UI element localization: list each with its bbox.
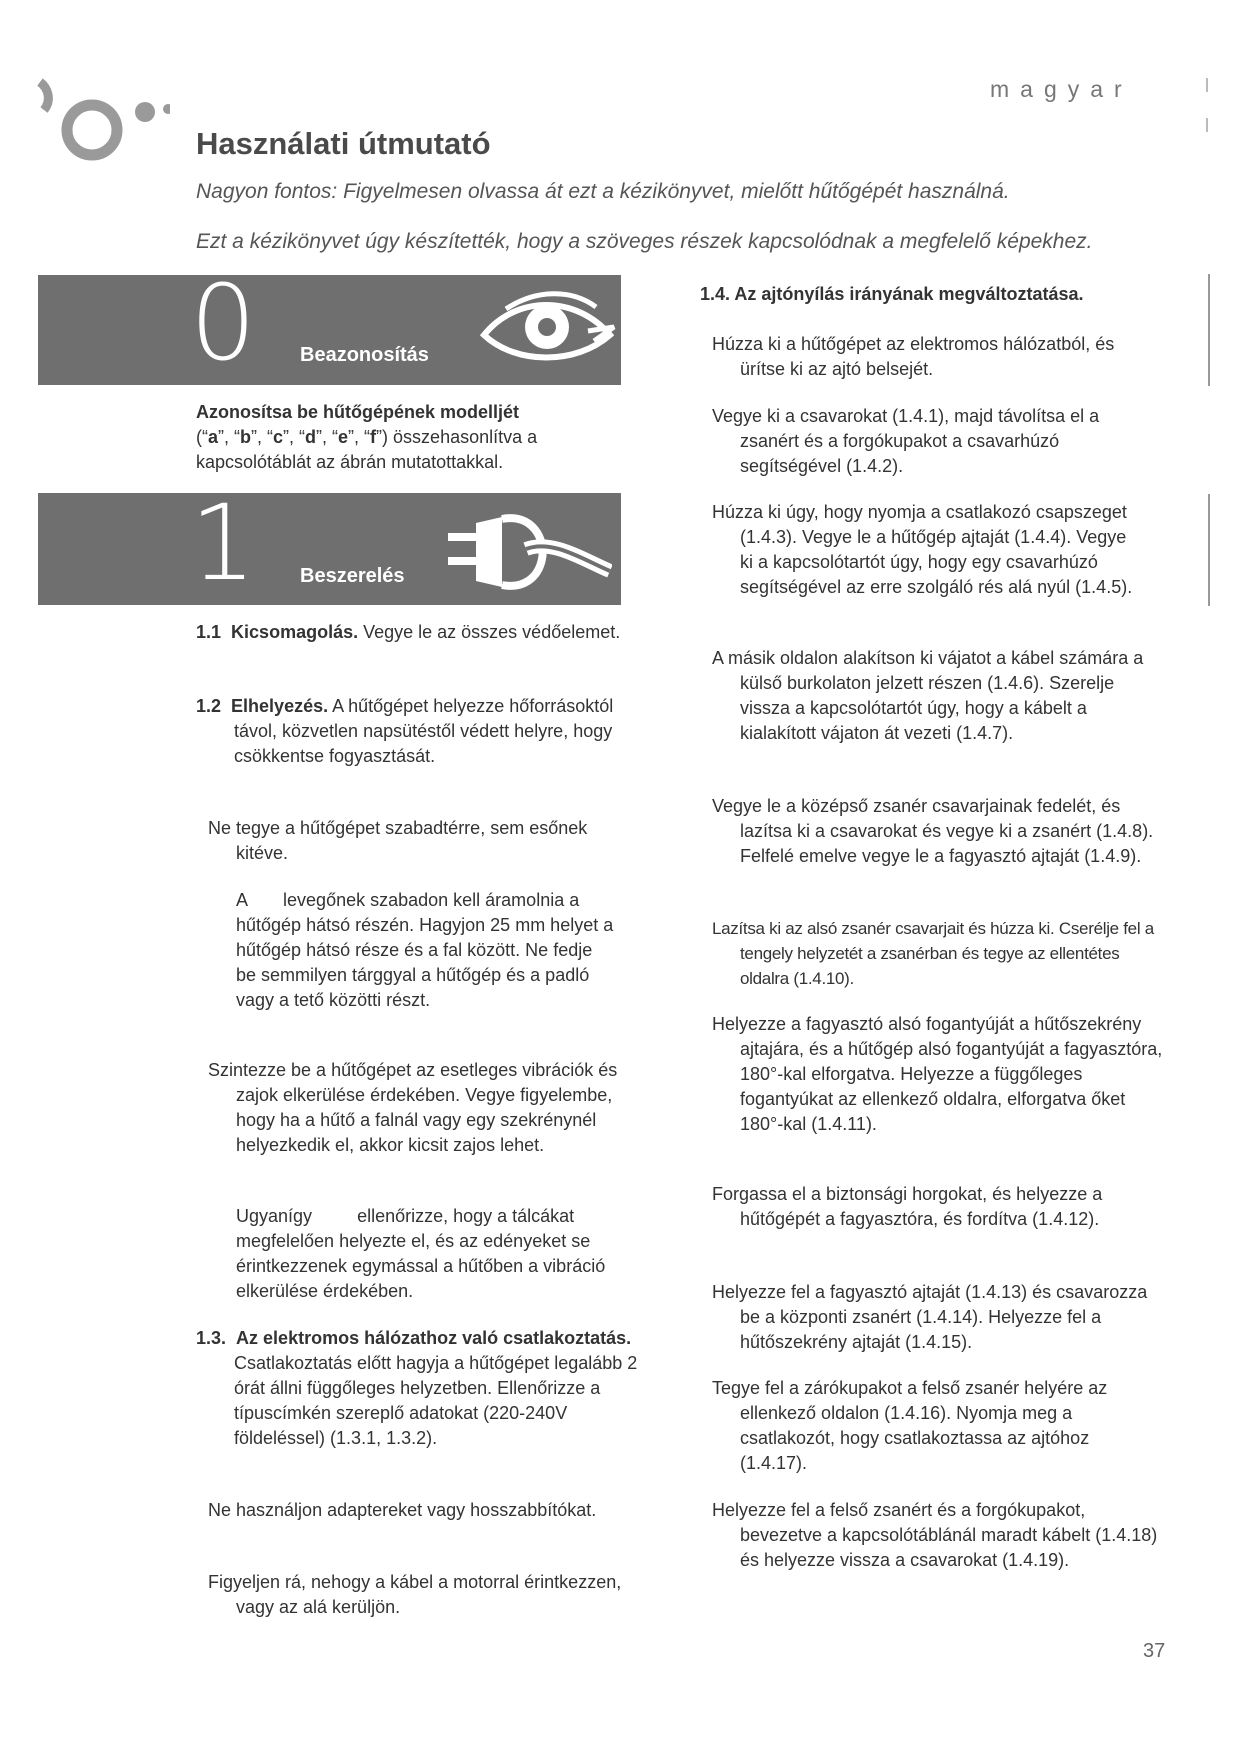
section-rule bbox=[1208, 274, 1210, 386]
air-note-lead: A bbox=[236, 890, 249, 910]
door-step: Húzza ki a hűtőgépet az elektromos hálózatból, és ürítse ki az ajtó belsejét. bbox=[712, 334, 1115, 379]
intro-text-2: Ezt a kézikönyvet úgy készítették, hogy a szöveges részek kapcsolódnak a megfelelő képekhez. bbox=[196, 230, 1093, 253]
door-step: Helyezze a fagyasztó alsó fogantyúját a hűtőszekrény ajtajára, és a hűtőgép alsó fogantyúját a fagyasztóra, 180°-kal elforgatva. Helyezze a függőleges fogantyúkat az ellenkező oldalra, elforgatva őket 180°-kal (1.4.11). bbox=[712, 1014, 1163, 1134]
item-text: Vegye le az összes védőelemet. bbox=[358, 622, 621, 642]
quote-separator: ”, “ bbox=[218, 427, 241, 447]
identify-heading: Azonosítsa be hűtőgépének modelljét bbox=[196, 402, 520, 422]
item-number: 1.1 bbox=[196, 622, 222, 642]
door-step: Vegye le a középső zsanér csavarjainak fedelét, és lazítsa ki a csavarokat és vegye ki a zsanért (1.4.8). Felfelé emelve vegye le a fagyasztó ajtaját (1.4.9). bbox=[712, 796, 1154, 866]
door-step: Helyezze fel a fagyasztó ajtaját (1.4.13) és csavarozza be a központi zsanért (1.4.14). Helyezze fel a hűtőszekrény ajtaját (1.4.15). bbox=[712, 1282, 1148, 1352]
quote-mark: ” bbox=[376, 427, 383, 447]
model-letter: f bbox=[370, 427, 377, 447]
warning-outdoor: Ne tegye a hűtőgépet szabadtérre, sem esőnek kitéve. bbox=[208, 818, 588, 863]
section-banner-install bbox=[38, 482, 621, 605]
trays-note-lead: Ugyanígy bbox=[236, 1206, 313, 1226]
plug-icon bbox=[442, 509, 612, 595]
brand-logo-icon bbox=[30, 78, 170, 178]
eye-icon bbox=[476, 287, 618, 371]
section-rule bbox=[1208, 494, 1210, 606]
identify-paragraph bbox=[196, 400, 616, 475]
section-label: Beazonosítás bbox=[300, 344, 429, 366]
intro-text-1: Nagyon fontos: Figyelmesen olvassa át ezt a kézikönyvet, mielőtt hűtőgépét használná. bbox=[196, 180, 1010, 203]
trays-note-text: ellenőrizze, hogy a tálcákat megfelelően helyezte el, és az edényeket se érintkezzenek egymással a hűtőben a vibráció elkerülése érdekében. bbox=[236, 1206, 606, 1301]
warning-cable: Figyeljen rá, nehogy a kábel a motorral érintkezzen, vagy az alá kerüljön. bbox=[208, 1572, 622, 1617]
item-title: Az elektromos hálózathoz való csatlakoztatás. bbox=[236, 1328, 632, 1348]
item-number: 1.2 bbox=[196, 696, 222, 716]
margin-tick bbox=[1206, 78, 1208, 92]
model-letter: e bbox=[338, 427, 349, 447]
door-step: Húzza ki úgy, hogy nyomja a csatlakozó csapszeget (1.4.3). Vegye le a hűtőgép ajtaját (1.4.4). Vegye ki a kapcsolótartót úgy, hogy egy csavarhúzó segítségével az erre szolgáló rés alá nyúl (1.4.5). bbox=[712, 502, 1133, 597]
page-number: 37 bbox=[1143, 1640, 1166, 1662]
item-text: Csatlakoztatás előtt hagyja a hűtőgépet legalább 2 órát állni függőleges helyzetben. Ellenőrizze a típuscímkén szereplő adatokat (220-240V földeléssel) (1.3.1, 1.3.2). bbox=[234, 1353, 638, 1448]
install-unpacking bbox=[196, 620, 644, 645]
door-step: A másik oldalon alakítson ki vájatot a kábel számára a külső burkolaton jelzett részen (1.4.6). Szerelje vissza a kapcsolótartót úgy, hogy a kábelt a kialakított vájaton át vezeti (1.4.7). bbox=[712, 648, 1144, 743]
quote-separator: ”, “ bbox=[283, 427, 306, 447]
quote-separator: ”, “ bbox=[316, 427, 339, 447]
door-reversal-heading: 1.4. Az ajtónyílás irányának megváltoztatása. bbox=[700, 284, 1084, 304]
install-electrical bbox=[196, 1326, 654, 1451]
model-letter: a bbox=[208, 427, 219, 447]
door-step: Forgassa el a biztonsági horgokat, és helyezze a hűtőgépét a fagyasztóra, és fordítva (1.4.12). bbox=[712, 1184, 1103, 1229]
item-number: 1.3. bbox=[196, 1328, 227, 1348]
quote-separator: ”, “ bbox=[348, 427, 371, 447]
quote-mark: “ bbox=[202, 427, 208, 447]
item-title: Elhelyezés. bbox=[231, 696, 329, 716]
item-text: A hűtőgépet helyezze hőforrásoktól távol, közvetlen napsütéstől védett helyre, hogy csökkentse fogyasztását. bbox=[234, 696, 614, 766]
page-title: Használati útmutató bbox=[196, 126, 491, 161]
section-number: 1 bbox=[190, 482, 257, 604]
language-label: magyar bbox=[990, 76, 1133, 102]
identify-text: ) összehasonlítva a kapcsolótáblát az ábrán mutatottakkal. bbox=[196, 427, 538, 472]
section-label: Beszerelés bbox=[300, 565, 405, 587]
section-banner-identify bbox=[38, 262, 621, 385]
margin-tick bbox=[1206, 118, 1208, 132]
air-note-text: levegőnek szabadon kell áramolnia a hűtőgép hátsó részén. Hagyjon 25 mm helyet a hűtőgép hátsó része és a fal között. Ne fedje be semmilyen tárggyal a hűtőgép és a padló vagy a tető közötti részt. bbox=[236, 890, 614, 1010]
quote-separator: ”, “ bbox=[251, 427, 274, 447]
item-title: Kicsomagolás. bbox=[231, 622, 359, 642]
door-step: Lazítsa ki az alsó zsanér csavarjait és húzza ki. Cserélje fel a tengely helyzetét a zsanérban és tegye az ellentétes oldalra (1.4.10). bbox=[712, 919, 1154, 988]
trays-note bbox=[236, 1204, 616, 1304]
model-letter: d bbox=[305, 427, 317, 447]
paren-open: ( bbox=[196, 427, 202, 447]
warning-adapters: Ne használjon adaptereket vagy hosszabbítókat. bbox=[208, 1500, 597, 1520]
leveling-note: Szintezze be a hűtőgépet az esetleges vibrációk és zajok elkerülése érdekében. Vegye figyelembe, hogy ha a hűtő a falnál vagy egy szekrénynél helyezkedik el, akkor kicsit zajos lehet. bbox=[208, 1060, 618, 1155]
air-circulation-note bbox=[236, 888, 616, 1013]
section-number: 0 bbox=[190, 262, 257, 384]
install-placement bbox=[196, 694, 644, 769]
door-step: Vegye ki a csavarokat (1.4.1), majd távolítsa el a zsanért és a forgókupakot a csavarhúzó segítségével (1.4.2). bbox=[712, 406, 1100, 476]
door-step: Helyezze fel a felső zsanért és a forgókupakot, bevezetve a kapcsolótáblánál maradt kábelt (1.4.18) és helyezze vissza a csavarokat (1.4.19). bbox=[712, 1500, 1158, 1570]
door-step: Tegye fel a zárókupakot a felső zsanér helyére az ellenkező oldalon (1.4.16). Nyomja meg a csatlakozót, hogy csatlakoztassa az ajtóhoz (1.4.17). bbox=[712, 1378, 1108, 1473]
model-letter: b bbox=[240, 427, 252, 447]
model-letter: c bbox=[273, 427, 284, 447]
